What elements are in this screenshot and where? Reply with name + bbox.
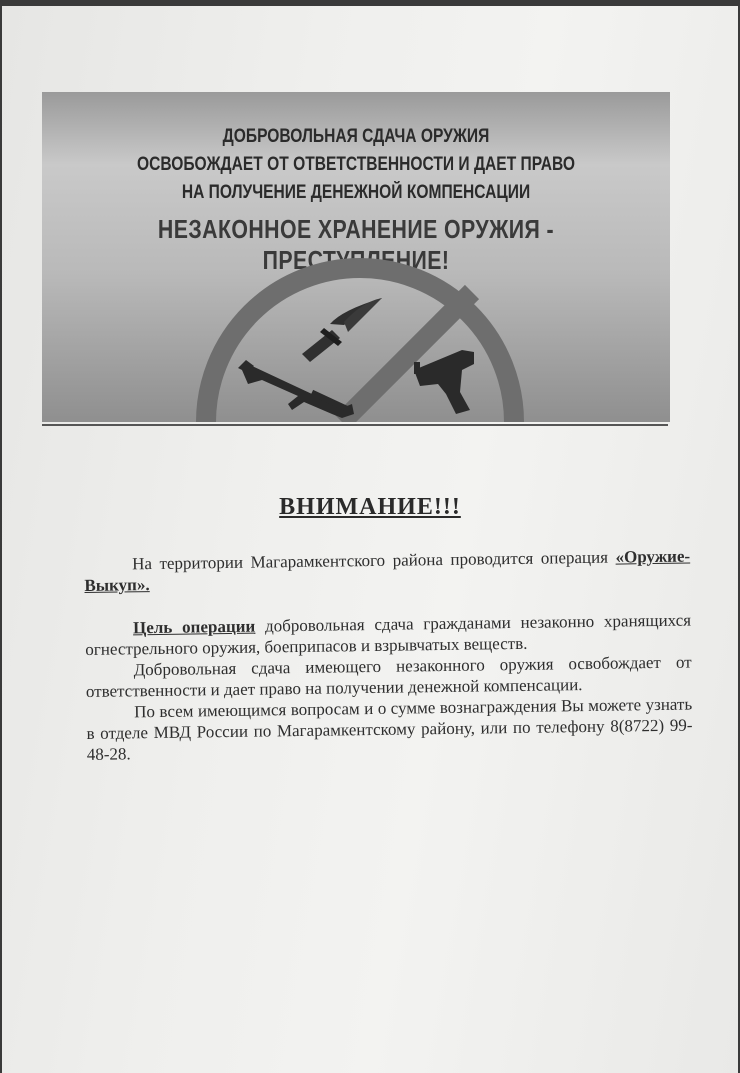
- banner-underline: [42, 424, 668, 426]
- notice-body: [84, 546, 693, 765]
- rifle-icon: [238, 360, 354, 418]
- weapons-emblem: [42, 92, 670, 422]
- prohibition-sign-icon: [206, 268, 514, 422]
- pistol-icon: [414, 350, 474, 414]
- paragraph-contact: По всем имеющимся вопросам и о сумме вознаграждения Вы можете узнать в отделе МВД России по Магарамкентскому району, или по телефону 8(8722) 99-48-28.: [86, 694, 693, 764]
- banner-line-3: НА ПОЛУЧЕНИЕ ДЕНЕЖНОЙ КОМПЕНСАЦИИ: [181, 182, 531, 203]
- knife-icon: [302, 298, 382, 362]
- goal-text: добровольная сдача гражданами незаконно хранящихся огнестрельного оружия, боеприпасов и взрывчатых веществ.: [85, 610, 692, 659]
- operation-intro-text: На территории Магарамкентского района проводится операция: [132, 547, 616, 574]
- banner-warning: НЕЗАКОННОЕ ХРАНЕНИЕ ОРУЖИЯ - ПРЕСТУПЛЕНИЕ!: [157, 214, 555, 275]
- attention-heading: ВНИМАНИЕ!!!: [279, 494, 461, 520]
- notice-sheet: [2, 6, 738, 1073]
- goal-label: Цель операции: [132, 616, 256, 638]
- banner-line-1: ДОБРОВОЛЬНАЯ СДАЧА ОРУЖИЯ: [222, 126, 490, 147]
- banner: [42, 92, 670, 422]
- banner-line-2: ОСВОБОЖДАЕТ ОТ ОТВЕТСТВЕННОСТИ И ДАЕТ ПРАВО: [136, 154, 576, 175]
- paragraph-compensation: Добровольная сдача имеющего незаконного оружия освобождает от ответственности и дает право на получении денежной компенсации.: [85, 652, 692, 701]
- operation-name: «Оружие-Выкуп».: [84, 546, 691, 595]
